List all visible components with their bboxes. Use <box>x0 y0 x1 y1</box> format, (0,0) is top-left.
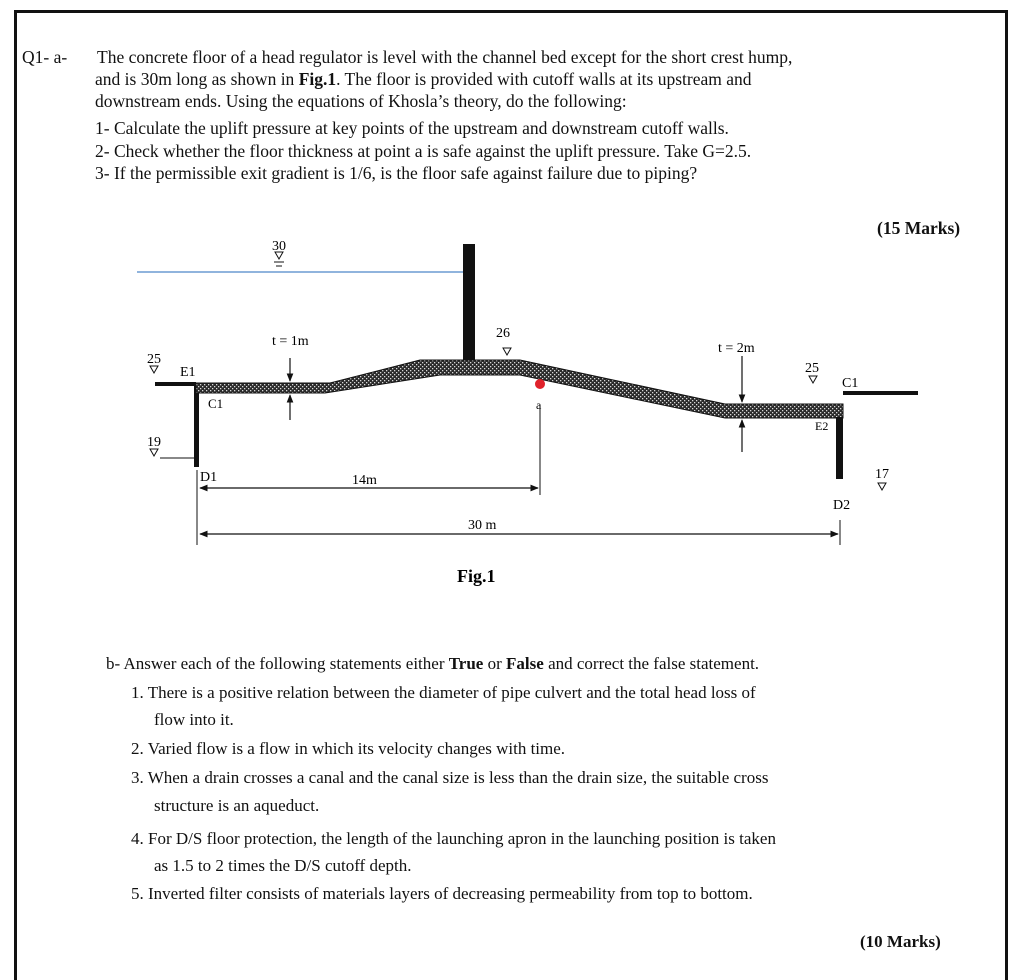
statement-1: 1. There is a positive relation between the diameter of pipe culvert and the total head loss of <box>131 683 756 702</box>
level-marker-17 <box>878 483 886 490</box>
fig-reference: Fig.1 <box>298 69 337 89</box>
label-19: 19 <box>147 435 161 450</box>
label-t2: t = 2m <box>718 341 755 356</box>
marks-a: (15 Marks) <box>877 218 961 238</box>
regulator-gate <box>463 244 475 362</box>
statement-5: 5. Inverted filter consists of materials layers of decreasing permeability from top to bottom. <box>131 884 753 903</box>
label-25-ds: 25 <box>805 361 819 376</box>
statement-1-cont: flow into it. <box>154 710 234 729</box>
level-marker-19 <box>150 449 158 456</box>
task-3: 3- If the permissible exit gradient is 1/6, is the floor safe against failure due to piping? <box>95 163 698 183</box>
question-a-line-3: downstream ends. Using the equations of Khosla’s theory, do the following: <box>95 91 627 111</box>
true-word: True <box>448 654 484 673</box>
figure-caption: Fig.1 <box>457 566 496 586</box>
task-2: 2- Check whether the floor thickness at point a is safe against the uplift pressure. Take G=2.5. <box>95 141 752 161</box>
label-d1: D1 <box>200 470 218 485</box>
statement-4: 4. For D/S floor protection, the length of the launching apron in the launching position is taken <box>131 829 776 848</box>
downstream-cutoff-wall <box>836 417 843 479</box>
concrete-floor <box>196 360 843 418</box>
point-a-marker <box>535 379 545 389</box>
label-14m: 14m <box>352 473 377 488</box>
label-t1: t = 1m <box>272 334 309 349</box>
label-d2: D2 <box>833 498 851 513</box>
statement-3-cont: structure is an aqueduct. <box>154 796 320 815</box>
level-marker-26 <box>503 348 511 355</box>
label-30: 30 <box>272 239 286 254</box>
label-e2: E2 <box>815 419 829 433</box>
label-c1-us: C1 <box>208 396 224 411</box>
label-a: a <box>536 398 542 412</box>
statement-2: 2. Varied flow is a flow in which its velocity changes with time. <box>131 739 566 758</box>
statement-3: 3. When a drain crosses a canal and the canal size is less than the drain size, the suitable cross <box>131 768 769 787</box>
label-17: 17 <box>875 467 889 482</box>
statement-4-cont: as 1.5 to 2 times the D/S cutoff depth. <box>154 856 412 875</box>
question-number: Q1- a- <box>22 47 68 67</box>
task-1: 1- Calculate the uplift pressure at key points of the upstream and downstream cutoff walls. <box>95 118 729 138</box>
question-a-line-2: and is 30m long as shown in Fig.1. The floor is provided with cutoff walls at its upstream and <box>95 69 752 89</box>
label-25-us: 25 <box>147 352 161 367</box>
level-marker-25-us <box>150 366 158 373</box>
level-marker-25-ds <box>809 376 817 383</box>
label-30m: 30 m <box>468 518 497 533</box>
upstream-cutoff-wall <box>194 383 199 467</box>
false-word: False <box>506 654 544 673</box>
question-a-line-1: The concrete floor of a head regulator is level with the channel bed except for the short crest hump, <box>97 47 793 67</box>
label-c1-ds: C1 <box>842 376 859 391</box>
label-26: 26 <box>496 326 510 341</box>
question-b-intro: b- Answer each of the following statements either True or False and correct the false statement. <box>106 654 760 673</box>
marks-b: (10 Marks) <box>860 932 941 951</box>
label-e1: E1 <box>180 365 196 380</box>
